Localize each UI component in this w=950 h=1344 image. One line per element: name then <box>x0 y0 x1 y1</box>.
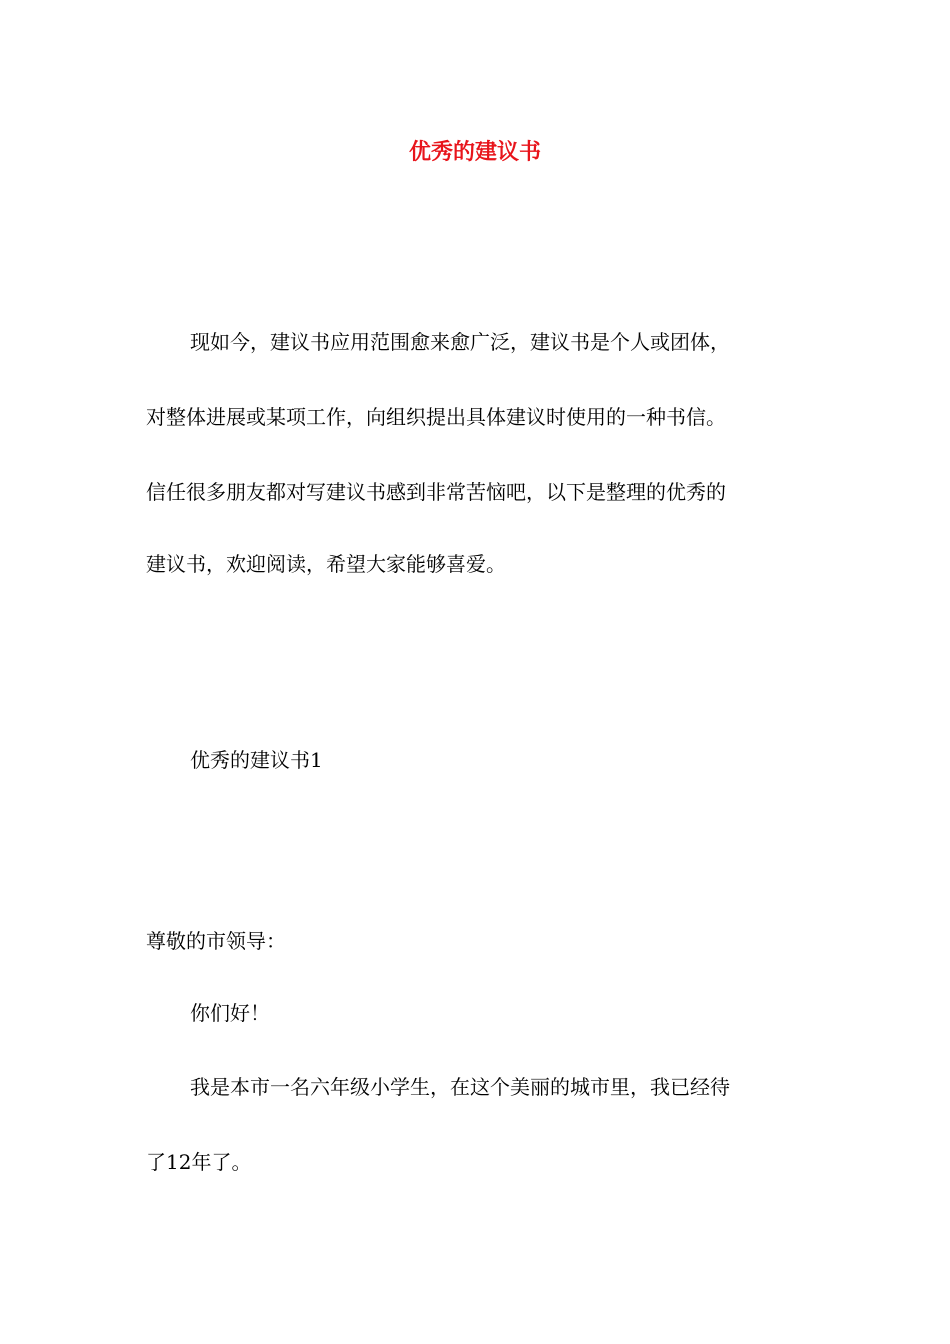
intro-line-3: 信任很多朋友都对写建议书感到非常苦恼吧，以下是整理的优秀的 <box>146 480 726 504</box>
salutation: 尊敬的市领导： <box>146 929 286 953</box>
body-line-1: 我是本市一名六年级小学生，在这个美丽的城市里，我已经待 <box>190 1075 730 1099</box>
intro-line-1: 现如今，建议书应用范围愈来愈广泛，建议书是个人或团体， <box>190 330 730 354</box>
document-title: 优秀的建议书 <box>408 139 541 165</box>
body-line-2: 了12年了。 <box>146 1150 252 1174</box>
intro-line-4: 建议书，欢迎阅读，希望大家能够喜爱。 <box>146 552 506 576</box>
intro-line-2: 对整体进展或某项工作，向组织提出具体建议时使用的一种书信。 <box>146 405 726 429</box>
section-heading: 优秀的建议书1 <box>190 748 323 772</box>
greeting: 你们好！ <box>190 1001 270 1025</box>
